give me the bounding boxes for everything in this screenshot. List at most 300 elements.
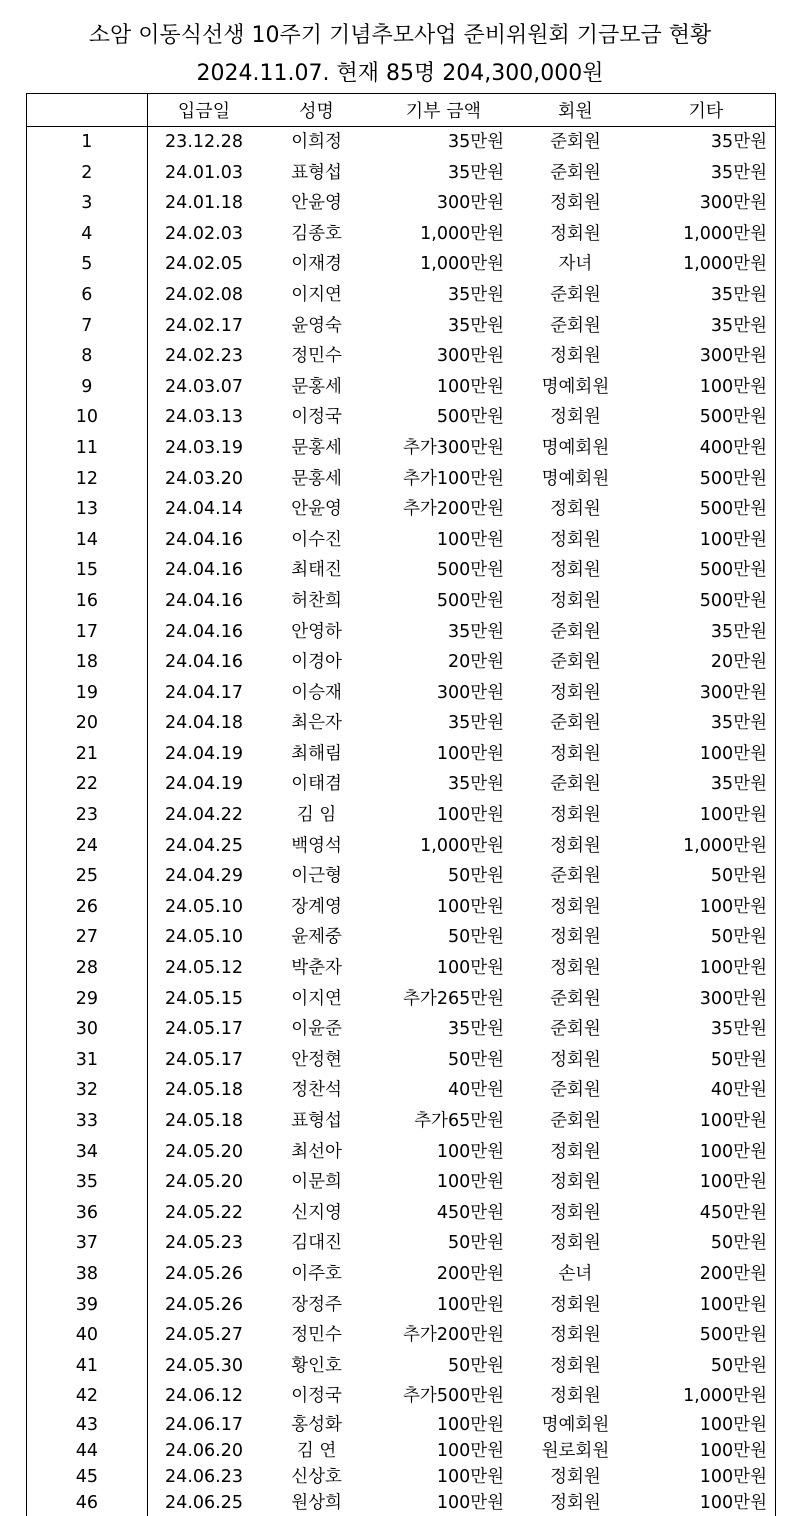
table-row bbox=[27, 158, 776, 189]
table-row bbox=[27, 1137, 776, 1168]
cell-etc: 40만원 bbox=[637, 1075, 776, 1106]
cell-name: 이정국 bbox=[291, 407, 342, 428]
cell-membership: 준회원 bbox=[550, 774, 601, 795]
table-row bbox=[27, 1228, 776, 1259]
cell-date: 24.05.12 bbox=[165, 958, 243, 979]
table-row bbox=[27, 586, 776, 617]
cell-etc: 300만원 bbox=[637, 188, 776, 219]
cell-membership: 정회원 bbox=[550, 1325, 601, 1346]
cell-membership: 정회원 bbox=[550, 1172, 601, 1193]
cell-no: 31 bbox=[27, 1045, 148, 1076]
cell-name: 김 연 bbox=[296, 1440, 337, 1461]
cell-date: 24.05.10 bbox=[165, 896, 243, 917]
cell-no: 18 bbox=[27, 647, 148, 678]
cell-membership: 정회원 bbox=[550, 560, 601, 581]
table-row bbox=[27, 1438, 776, 1464]
cell-date: 24.04.22 bbox=[165, 805, 243, 826]
cell-amount: 300만원 bbox=[436, 193, 505, 214]
cell-amount: 300만원 bbox=[436, 346, 505, 367]
cell-etc: 400만원 bbox=[637, 433, 776, 464]
cell-date: 24.05.23 bbox=[165, 1233, 243, 1254]
cell-no: 17 bbox=[27, 617, 148, 648]
table-row bbox=[27, 1014, 776, 1045]
cell-name: 이수진 bbox=[291, 529, 342, 550]
cell-date: 24.02.17 bbox=[165, 315, 243, 336]
cell-no: 6 bbox=[27, 280, 148, 311]
cell-membership: 정회원 bbox=[550, 805, 601, 826]
cell-amount: 40만원 bbox=[447, 1080, 505, 1101]
cell-date: 24.05.20 bbox=[165, 1141, 243, 1162]
cell-date: 24.05.17 bbox=[165, 1049, 243, 1070]
table-row bbox=[27, 861, 776, 892]
cell-amount: 35만원 bbox=[447, 774, 505, 795]
cell-date: 24.05.18 bbox=[165, 1080, 243, 1101]
cell-no: 5 bbox=[27, 249, 148, 280]
cell-etc: 300만원 bbox=[637, 984, 776, 1015]
cell-etc: 500만원 bbox=[637, 494, 776, 525]
cell-amount: 100만원 bbox=[436, 743, 505, 764]
cell-amount: 100만원 bbox=[436, 958, 505, 979]
cell-amount: 1,000만원 bbox=[420, 223, 505, 244]
cell-etc: 35만원 bbox=[637, 1014, 776, 1045]
cell-name: 이문희 bbox=[291, 1172, 342, 1193]
cell-amount: 35만원 bbox=[447, 284, 505, 305]
cell-date: 24.04.16 bbox=[165, 560, 243, 581]
cell-name: 홍성화 bbox=[291, 1414, 342, 1435]
cell-membership: 명예회원 bbox=[541, 1414, 610, 1435]
cell-date: 24.04.16 bbox=[165, 652, 243, 673]
cell-date: 24.05.27 bbox=[165, 1325, 243, 1346]
cell-date: 24.04.16 bbox=[165, 621, 243, 642]
table-row bbox=[27, 647, 776, 678]
cell-membership: 명예회원 bbox=[541, 468, 610, 489]
table-row bbox=[27, 402, 776, 433]
cell-etc: 20만원 bbox=[637, 647, 776, 678]
cell-no: 14 bbox=[27, 525, 148, 556]
cell-no: 26 bbox=[27, 892, 148, 923]
cell-date: 24.06.17 bbox=[165, 1414, 243, 1435]
cell-amount: 추가265만원 bbox=[403, 988, 505, 1009]
cell-etc: 35만원 bbox=[637, 158, 776, 189]
cell-amount: 35만원 bbox=[447, 1019, 505, 1040]
cell-name: 안윤영 bbox=[291, 499, 342, 520]
cell-date: 24.06.12 bbox=[165, 1386, 243, 1407]
cell-amount: 추가65만원 bbox=[414, 1111, 505, 1131]
cell-name: 이재경 bbox=[291, 254, 342, 275]
cell-name: 최해림 bbox=[291, 743, 342, 764]
cell-no: 9 bbox=[27, 372, 148, 403]
cell-amount: 추가200만원 bbox=[403, 499, 505, 520]
cell-membership: 정회원 bbox=[550, 927, 601, 948]
cell-amount: 추가500만원 bbox=[403, 1386, 505, 1407]
cell-no: 25 bbox=[27, 861, 148, 892]
cell-etc: 500만원 bbox=[637, 555, 776, 586]
cell-etc: 100만원 bbox=[637, 1412, 776, 1438]
cell-name: 안윤영 bbox=[291, 193, 342, 214]
cell-membership: 정회원 bbox=[550, 1386, 601, 1407]
cell-name: 최선아 bbox=[291, 1141, 342, 1162]
cell-no: 39 bbox=[27, 1290, 148, 1321]
cell-amount: 100만원 bbox=[436, 376, 505, 397]
cell-no: 35 bbox=[27, 1167, 148, 1198]
table-row bbox=[27, 494, 776, 525]
cell-name: 황인호 bbox=[291, 1355, 342, 1376]
cell-membership: 원로회원 bbox=[541, 1440, 610, 1461]
cell-membership: 정회원 bbox=[550, 223, 601, 244]
cell-date: 24.04.16 bbox=[165, 590, 243, 611]
cell-membership: 준회원 bbox=[550, 713, 601, 734]
cell-amount: 450만원 bbox=[436, 1202, 505, 1223]
cell-amount: 100만원 bbox=[436, 1294, 505, 1315]
donation-table bbox=[26, 93, 776, 1516]
cell-date: 24.02.08 bbox=[165, 284, 243, 305]
document-subtitle: 2024.11.07. 현재 85명 204,300,000원 bbox=[196, 61, 604, 86]
cell-membership: 정회원 bbox=[550, 193, 601, 214]
cell-amount: 500만원 bbox=[436, 590, 505, 611]
cell-no: 13 bbox=[27, 494, 148, 525]
cell-name: 표형섭 bbox=[291, 162, 342, 183]
cell-date: 24.02.05 bbox=[165, 254, 243, 275]
table-row bbox=[27, 769, 776, 800]
header-etc: 기타 bbox=[637, 94, 776, 127]
cell-etc: 35만원 bbox=[637, 311, 776, 342]
cell-no: 7 bbox=[27, 311, 148, 342]
cell-name: 신상호 bbox=[291, 1466, 342, 1487]
cell-no: 22 bbox=[27, 769, 148, 800]
header-membership: 회원 bbox=[514, 94, 637, 127]
cell-no: 28 bbox=[27, 953, 148, 984]
cell-name: 백영석 bbox=[291, 835, 342, 856]
cell-date: 24.04.16 bbox=[165, 529, 243, 550]
cell-name: 이태겸 bbox=[291, 774, 342, 795]
cell-amount: 50만원 bbox=[447, 1233, 505, 1254]
cell-no: 34 bbox=[27, 1137, 148, 1168]
table-row bbox=[27, 678, 776, 709]
table-row bbox=[27, 280, 776, 311]
cell-date: 24.05.20 bbox=[165, 1172, 243, 1193]
cell-amount: 35만원 bbox=[447, 162, 505, 183]
cell-etc: 100만원 bbox=[637, 1167, 776, 1198]
cell-date: 24.03.13 bbox=[165, 407, 243, 428]
cell-name: 정민수 bbox=[291, 1325, 342, 1346]
cell-name: 윤영숙 bbox=[291, 315, 342, 336]
cell-name: 이근형 bbox=[291, 866, 342, 887]
table-row bbox=[27, 464, 776, 495]
cell-amount: 100만원 bbox=[436, 1141, 505, 1162]
cell-etc: 1,000만원 bbox=[637, 249, 776, 280]
header-amount: 기부 금액 bbox=[373, 94, 514, 127]
cell-name: 원상희 bbox=[291, 1492, 342, 1513]
cell-name: 정민수 bbox=[291, 346, 342, 367]
table-row bbox=[27, 739, 776, 770]
cell-no: 24 bbox=[27, 831, 148, 862]
cell-membership: 준회원 bbox=[550, 162, 601, 183]
cell-membership: 준회원 bbox=[550, 621, 601, 642]
table-row bbox=[27, 188, 776, 219]
cell-etc: 50만원 bbox=[637, 1228, 776, 1259]
cell-membership: 준회원 bbox=[550, 1019, 601, 1040]
cell-amount: 35만원 bbox=[447, 315, 505, 336]
cell-name: 최은자 bbox=[291, 713, 342, 734]
cell-no: 23 bbox=[27, 800, 148, 831]
cell-name: 표형섭 bbox=[291, 1111, 342, 1131]
cell-amount: 20만원 bbox=[447, 652, 505, 673]
table-row bbox=[27, 922, 776, 953]
cell-amount: 100만원 bbox=[436, 1466, 505, 1487]
cell-membership: 준회원 bbox=[550, 988, 601, 1009]
cell-etc: 35만원 bbox=[637, 769, 776, 800]
cell-membership: 정회원 bbox=[550, 682, 601, 703]
cell-no: 45 bbox=[27, 1464, 148, 1490]
cell-etc: 200만원 bbox=[637, 1259, 776, 1290]
cell-name: 허찬희 bbox=[291, 590, 342, 611]
cell-no: 16 bbox=[27, 586, 148, 617]
cell-name: 장정주 bbox=[291, 1294, 342, 1315]
cell-date: 24.06.25 bbox=[165, 1492, 243, 1513]
cell-etc: 100만원 bbox=[637, 1290, 776, 1321]
cell-etc: 1,000만원 bbox=[637, 219, 776, 250]
cell-etc: 50만원 bbox=[637, 922, 776, 953]
cell-membership: 정회원 bbox=[550, 1233, 601, 1254]
cell-name: 이정국 bbox=[291, 1386, 342, 1407]
table-row bbox=[27, 831, 776, 862]
header-row bbox=[27, 94, 776, 127]
table-row bbox=[27, 433, 776, 464]
cell-no: 38 bbox=[27, 1259, 148, 1290]
table-row bbox=[27, 617, 776, 648]
header-name: 성명 bbox=[260, 94, 373, 127]
cell-date: 24.04.14 bbox=[165, 499, 243, 520]
cell-name: 김대진 bbox=[291, 1233, 342, 1254]
cell-membership: 명예회원 bbox=[541, 376, 610, 397]
cell-amount: 100만원 bbox=[436, 1414, 505, 1435]
cell-amount: 50만원 bbox=[447, 866, 505, 887]
cell-membership: 준회원 bbox=[550, 652, 601, 673]
cell-etc: 100만원 bbox=[637, 372, 776, 403]
cell-membership: 준회원 bbox=[550, 1111, 601, 1131]
cell-date: 24.02.23 bbox=[165, 346, 243, 367]
cell-name: 문홍세 bbox=[291, 437, 342, 458]
cell-etc: 300만원 bbox=[637, 341, 776, 372]
table-body bbox=[27, 127, 776, 1516]
cell-no: 21 bbox=[27, 739, 148, 770]
cell-etc: 100만원 bbox=[637, 525, 776, 556]
cell-no: 15 bbox=[27, 555, 148, 586]
cell-date: 23.12.28 bbox=[165, 132, 243, 152]
cell-amount: 50만원 bbox=[447, 1049, 505, 1070]
cell-etc: 35만원 bbox=[637, 127, 776, 158]
cell-no: 36 bbox=[27, 1198, 148, 1229]
table-row bbox=[27, 984, 776, 1015]
cell-etc: 100만원 bbox=[637, 739, 776, 770]
cell-membership: 준회원 bbox=[550, 132, 601, 152]
cell-amount: 200만원 bbox=[436, 1263, 505, 1284]
cell-membership: 정회원 bbox=[550, 1202, 601, 1223]
cell-date: 24.05.18 bbox=[165, 1111, 243, 1131]
cell-etc: 35만원 bbox=[637, 617, 776, 648]
cell-etc: 500만원 bbox=[637, 586, 776, 617]
table-row bbox=[27, 127, 776, 158]
cell-etc: 450만원 bbox=[637, 1198, 776, 1229]
table-row bbox=[27, 800, 776, 831]
cell-membership: 준회원 bbox=[550, 284, 601, 305]
cell-name: 이주호 bbox=[291, 1263, 342, 1284]
cell-etc: 300만원 bbox=[637, 678, 776, 709]
cell-date: 24.03.19 bbox=[165, 437, 243, 458]
cell-etc: 50만원 bbox=[637, 861, 776, 892]
cell-etc: 50만원 bbox=[637, 1351, 776, 1382]
cell-membership: 준회원 bbox=[550, 866, 601, 887]
cell-amount: 500만원 bbox=[436, 560, 505, 581]
cell-membership: 자녀 bbox=[558, 254, 593, 275]
cell-name: 안영하 bbox=[291, 621, 342, 642]
table-row bbox=[27, 249, 776, 280]
table-row bbox=[27, 953, 776, 984]
cell-amount: 500만원 bbox=[436, 407, 505, 428]
cell-membership: 정회원 bbox=[550, 590, 601, 611]
cell-membership: 정회원 bbox=[550, 1141, 601, 1162]
table-row bbox=[27, 1381, 776, 1412]
cell-membership: 정회원 bbox=[550, 835, 601, 856]
cell-date: 24.01.03 bbox=[165, 162, 243, 183]
cell-etc: 100만원 bbox=[637, 1137, 776, 1168]
cell-amount: 추가100만원 bbox=[403, 468, 505, 489]
cell-name: 김 임 bbox=[296, 805, 337, 826]
cell-no: 44 bbox=[27, 1438, 148, 1464]
cell-membership: 정회원 bbox=[550, 529, 601, 550]
cell-no: 8 bbox=[27, 341, 148, 372]
cell-date: 24.02.03 bbox=[165, 223, 243, 244]
cell-date: 24.04.25 bbox=[165, 835, 243, 856]
cell-membership: 준회원 bbox=[550, 315, 601, 336]
cell-etc: 100만원 bbox=[637, 1464, 776, 1490]
table-row bbox=[27, 1259, 776, 1290]
cell-no: 19 bbox=[27, 678, 148, 709]
cell-date: 24.05.26 bbox=[165, 1294, 243, 1315]
cell-amount: 100만원 bbox=[436, 1492, 505, 1513]
table-row bbox=[27, 1320, 776, 1351]
cell-membership: 정회원 bbox=[550, 1049, 601, 1070]
cell-membership: 정회원 bbox=[550, 1294, 601, 1315]
cell-date: 24.04.18 bbox=[165, 713, 243, 734]
table-row bbox=[27, 1464, 776, 1490]
cell-etc: 100만원 bbox=[637, 892, 776, 923]
cell-etc: 100만원 bbox=[637, 1490, 776, 1516]
table-row bbox=[27, 1290, 776, 1321]
cell-name: 김종호 bbox=[291, 223, 342, 244]
cell-amount: 35만원 bbox=[447, 132, 505, 152]
cell-amount: 100만원 bbox=[436, 805, 505, 826]
cell-name: 신지영 bbox=[291, 1202, 342, 1223]
cell-amount: 100만원 bbox=[436, 896, 505, 917]
table-row bbox=[27, 1045, 776, 1076]
cell-membership: 정회원 bbox=[550, 1492, 601, 1513]
cell-date: 24.05.15 bbox=[165, 988, 243, 1009]
cell-amount: 50만원 bbox=[447, 927, 505, 948]
cell-no: 2 bbox=[27, 158, 148, 189]
cell-name: 장계영 bbox=[291, 896, 342, 917]
cell-amount: 35만원 bbox=[447, 621, 505, 642]
table-row bbox=[27, 311, 776, 342]
cell-no: 3 bbox=[27, 188, 148, 219]
table-row bbox=[27, 341, 776, 372]
cell-date: 24.04.19 bbox=[165, 774, 243, 795]
table-row bbox=[27, 1351, 776, 1382]
cell-etc: 50만원 bbox=[637, 1045, 776, 1076]
donation-table-container bbox=[26, 93, 776, 1516]
cell-amount: 100만원 bbox=[436, 1440, 505, 1461]
cell-date: 24.06.23 bbox=[165, 1466, 243, 1487]
cell-date: 24.05.30 bbox=[165, 1355, 243, 1376]
header-date: 입금일 bbox=[147, 94, 260, 127]
table-row bbox=[27, 525, 776, 556]
cell-no: 20 bbox=[27, 708, 148, 739]
cell-etc: 500만원 bbox=[637, 464, 776, 495]
table-row bbox=[27, 219, 776, 250]
cell-no: 37 bbox=[27, 1228, 148, 1259]
cell-name: 박춘자 bbox=[291, 958, 342, 979]
cell-etc: 100만원 bbox=[637, 800, 776, 831]
cell-amount: 추가300만원 bbox=[403, 437, 505, 458]
cell-name: 이승재 bbox=[291, 682, 342, 703]
cell-etc: 1,000만원 bbox=[637, 831, 776, 862]
cell-no: 43 bbox=[27, 1412, 148, 1438]
cell-date: 24.03.20 bbox=[165, 468, 243, 489]
cell-date: 24.04.17 bbox=[165, 682, 243, 703]
header-no bbox=[27, 94, 148, 127]
cell-name: 문홍세 bbox=[291, 468, 342, 489]
cell-date: 24.06.20 bbox=[165, 1440, 243, 1461]
cell-etc: 500만원 bbox=[637, 402, 776, 433]
cell-amount: 100만원 bbox=[436, 529, 505, 550]
table-row bbox=[27, 1198, 776, 1229]
cell-no: 10 bbox=[27, 402, 148, 433]
cell-membership: 정회원 bbox=[550, 1466, 601, 1487]
cell-etc: 500만원 bbox=[637, 1320, 776, 1351]
cell-no: 41 bbox=[27, 1351, 148, 1382]
cell-amount: 1,000만원 bbox=[420, 254, 505, 275]
cell-date: 24.04.19 bbox=[165, 743, 243, 764]
cell-date: 24.05.10 bbox=[165, 927, 243, 948]
cell-membership: 정회원 bbox=[550, 743, 601, 764]
cell-no: 33 bbox=[27, 1106, 148, 1137]
cell-no: 30 bbox=[27, 1014, 148, 1045]
cell-name: 안정현 bbox=[291, 1049, 342, 1070]
cell-date: 24.05.17 bbox=[165, 1019, 243, 1040]
cell-membership: 명예회원 bbox=[541, 437, 610, 458]
cell-no: 4 bbox=[27, 219, 148, 250]
table-row bbox=[27, 708, 776, 739]
cell-etc: 100만원 bbox=[637, 1438, 776, 1464]
cell-no: 11 bbox=[27, 433, 148, 464]
cell-membership: 정회원 bbox=[550, 896, 601, 917]
cell-amount: 100만원 bbox=[436, 1172, 505, 1193]
cell-amount: 50만원 bbox=[447, 1355, 505, 1376]
cell-etc: 35만원 bbox=[637, 708, 776, 739]
cell-name: 최태진 bbox=[291, 560, 342, 581]
cell-membership: 정회원 bbox=[550, 499, 601, 520]
document-title: 소암 이동식선생 10주기 기념추모사업 준비위원회 기금모금 현황 bbox=[88, 23, 712, 48]
cell-name: 문홍세 bbox=[291, 376, 342, 397]
cell-name: 윤제중 bbox=[291, 927, 342, 948]
cell-no: 42 bbox=[27, 1381, 148, 1412]
cell-no: 29 bbox=[27, 984, 148, 1015]
cell-name: 이경아 bbox=[291, 652, 342, 673]
cell-membership: 정회원 bbox=[550, 1355, 601, 1376]
table-row bbox=[27, 1106, 776, 1137]
cell-amount: 300만원 bbox=[436, 682, 505, 703]
cell-no: 40 bbox=[27, 1320, 148, 1351]
